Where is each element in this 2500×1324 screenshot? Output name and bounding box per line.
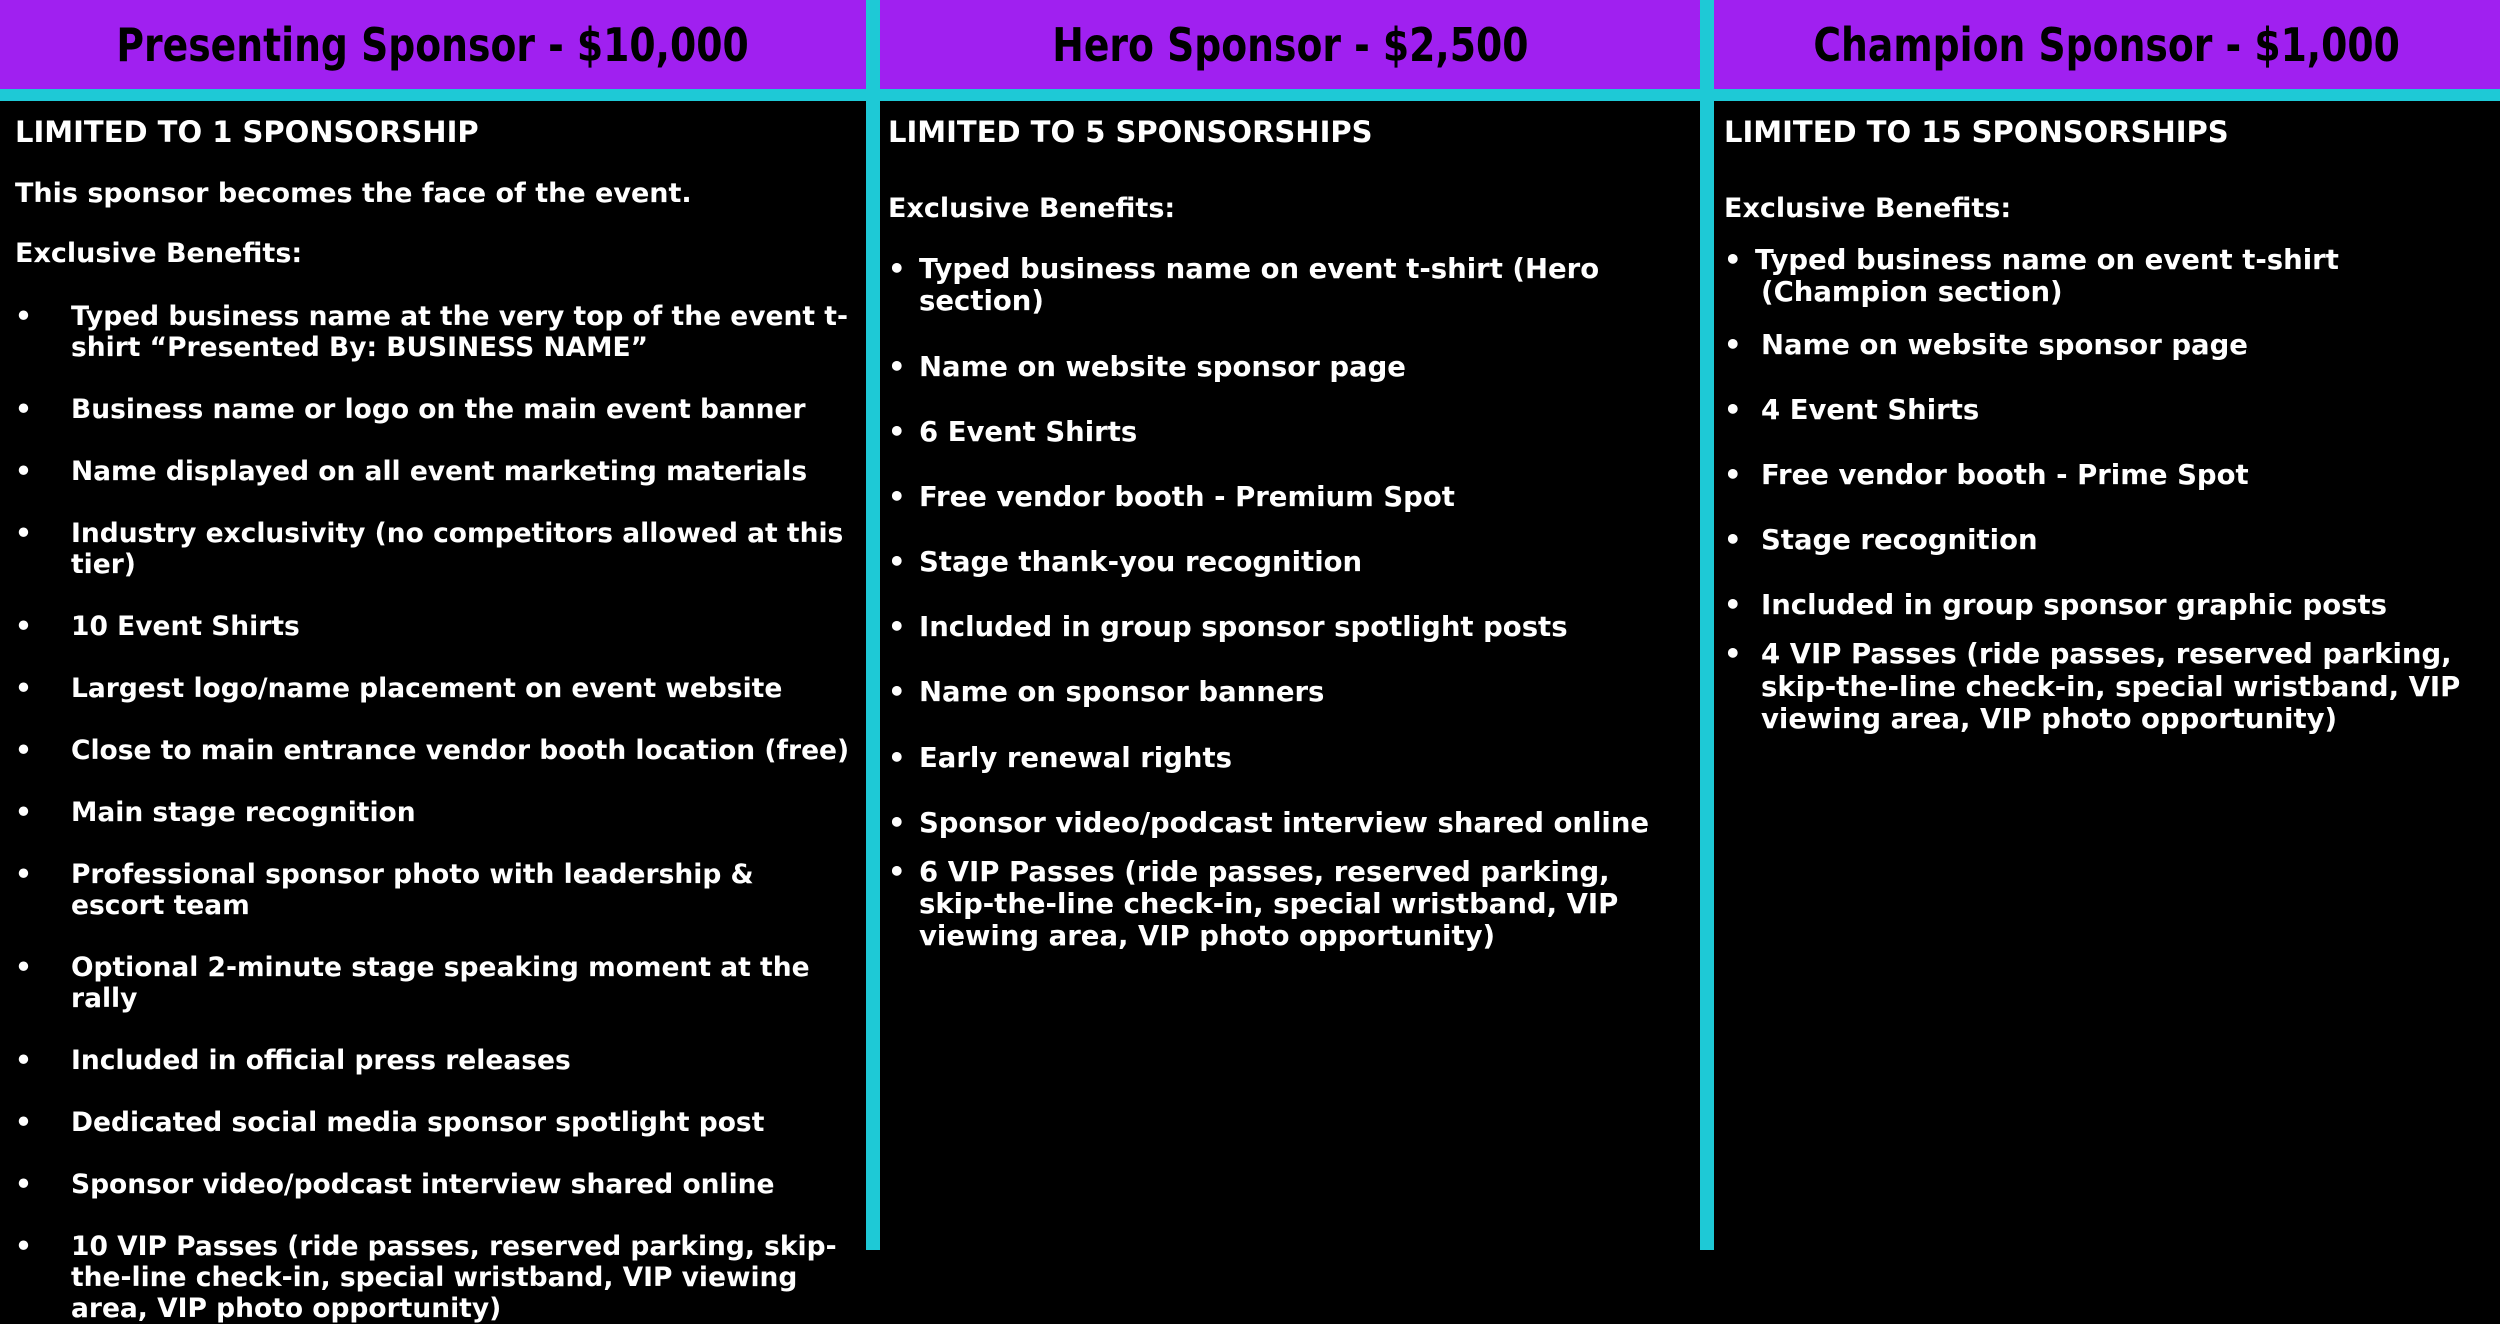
list-item: • Stage thank-you recognition [888, 546, 1363, 579]
bullet-icon: • [1724, 638, 1742, 671]
list-item: • 10 VIP Passes (ride passes, reserved parking, skip-the-line check-in, special wristband, VIP viewing area, VIP photo opportunity) [15, 1230, 837, 1324]
list-item: • Sponsor video/podcast interview shared online [888, 806, 1650, 839]
list-item: • 4 VIP Passes (ride passes, reserved parking, skip-the-line check-in, special wristband, VIP viewing area, VIP photo opportunity) [1724, 638, 2461, 735]
tier-column-champion [1714, 101, 2500, 1250]
bullet-icon: • [1724, 524, 1742, 557]
list-item: • Name displayed on all event marketing materials [15, 455, 808, 487]
list-item: • Included in group sponsor spotlight posts [888, 611, 1568, 644]
tier-limit: LIMITED TO 1 SPONSORSHIP [15, 115, 479, 149]
bullet-icon: • [888, 855, 906, 888]
benefits-list [1724, 244, 2500, 735]
list-item: • 10 Event Shirts [15, 610, 300, 642]
list-item: • Close to main entrance vendor booth location (free) [15, 734, 850, 766]
list-item: • Typed business name at the very top of the event t-shirt “Presented By: BUSINESS NAME” [15, 300, 848, 363]
tier-limit: LIMITED TO 15 SPONSORSHIPS [1724, 115, 2229, 149]
list-item: • Typed business name on event t-shirt (Hero section) [888, 253, 1600, 318]
vertical-divider-1 [866, 0, 880, 1250]
bullet-icon: • [888, 350, 906, 383]
bullet-icon: • [15, 300, 32, 332]
list-item: • 6 VIP Passes (ride passes, reserved parking, skip-the-line check-in, special wristband, VIP viewing area, VIP photo opportunity) [888, 855, 1619, 953]
list-item: • Stage recognition [1724, 524, 2038, 557]
bullet-icon: • [15, 393, 32, 425]
tier-title-text: Hero Sponsor - $2,500 [1051, 17, 1529, 72]
list-item: • Free vendor booth - Prime Spot [1724, 458, 2249, 491]
benefits-heading: Exclusive Benefits: [888, 192, 1176, 224]
list-item: • Included in official press releases [15, 1044, 571, 1076]
list-item: • Largest logo/name placement on event website [15, 672, 783, 704]
bullet-icon: • [888, 253, 906, 286]
tier-intro: This sponsor becomes the face of the event. [15, 177, 692, 209]
bullet-icon: • [15, 951, 32, 983]
bullet-icon: • [888, 415, 906, 448]
list-item: • Sponsor video/podcast interview shared online [15, 1168, 775, 1200]
horizontal-divider [0, 89, 2500, 101]
list-item: • Typed business name on event t-shirt (Champion section) [1724, 244, 2339, 309]
bullet-icon: • [888, 676, 906, 709]
tier-column-presenting [0, 101, 866, 1324]
bullet-icon: • [888, 806, 906, 839]
benefits-heading: Exclusive Benefits: [1724, 192, 2012, 224]
bullet-icon: • [15, 1230, 32, 1262]
list-item: • Early renewal rights [888, 741, 1233, 774]
bullet-icon: • [15, 517, 32, 549]
bullet-icon: • [15, 672, 32, 704]
benefits-heading: Exclusive Benefits: [15, 238, 303, 270]
bullet-icon: • [1724, 244, 1742, 277]
tier-title-text: Presenting Sponsor - $10,000 [116, 17, 750, 72]
vertical-divider-2 [1700, 0, 1714, 1250]
tier-title-presenting [0, 0, 866, 89]
list-item: • 4 Event Shirts [1724, 393, 1980, 426]
bullet-icon: • [888, 480, 906, 513]
list-item: • Free vendor booth - Premium Spot [888, 480, 1455, 513]
tier-title-text: Champion Sponsor - $1,000 [1813, 17, 2401, 72]
list-item: • Business name or logo on the main event banner [15, 393, 806, 425]
bullet-icon: • [1724, 393, 1742, 426]
tier-column-hero [880, 101, 1700, 1250]
tier-title-champion [1714, 0, 2500, 89]
list-item: • Included in group sponsor graphic posts [1724, 589, 2388, 622]
list-item: • Name on website sponsor page [1724, 328, 2248, 361]
bullet-icon: • [888, 741, 906, 774]
bullet-icon: • [888, 546, 906, 579]
list-item: • Professional sponsor photo with leadership & escort team [15, 858, 754, 921]
list-item: • 6 Event Shirts [888, 415, 1138, 448]
list-item: • Industry exclusivity (no competitors allowed at this tier) [15, 517, 844, 580]
bullet-icon: • [15, 734, 32, 766]
benefits-list [15, 301, 866, 1324]
list-item: • Dedicated social media sponsor spotlight post [15, 1106, 765, 1138]
bullet-icon: • [1724, 458, 1742, 491]
bullet-icon: • [15, 858, 32, 890]
bullet-icon: • [15, 1044, 32, 1076]
bullet-icon: • [15, 796, 32, 828]
list-item: • Name on website sponsor page [888, 350, 1406, 383]
bullet-icon: • [1724, 589, 1742, 622]
bullet-icon: • [15, 1106, 32, 1138]
tier-title-hero [880, 0, 1700, 89]
list-item: • Main stage recognition [15, 796, 416, 828]
bullet-icon: • [888, 611, 906, 644]
bullet-icon: • [15, 610, 32, 642]
bullet-icon: • [1724, 328, 1742, 361]
tier-limit: LIMITED TO 5 SPONSORSHIPS [888, 115, 1373, 149]
benefits-list [888, 253, 1700, 952]
list-item: • Name on sponsor banners [888, 676, 1325, 709]
list-item: • Optional 2-minute stage speaking moment at the rally [15, 951, 810, 1014]
bullet-icon: • [15, 455, 32, 487]
bullet-icon: • [15, 1168, 32, 1200]
